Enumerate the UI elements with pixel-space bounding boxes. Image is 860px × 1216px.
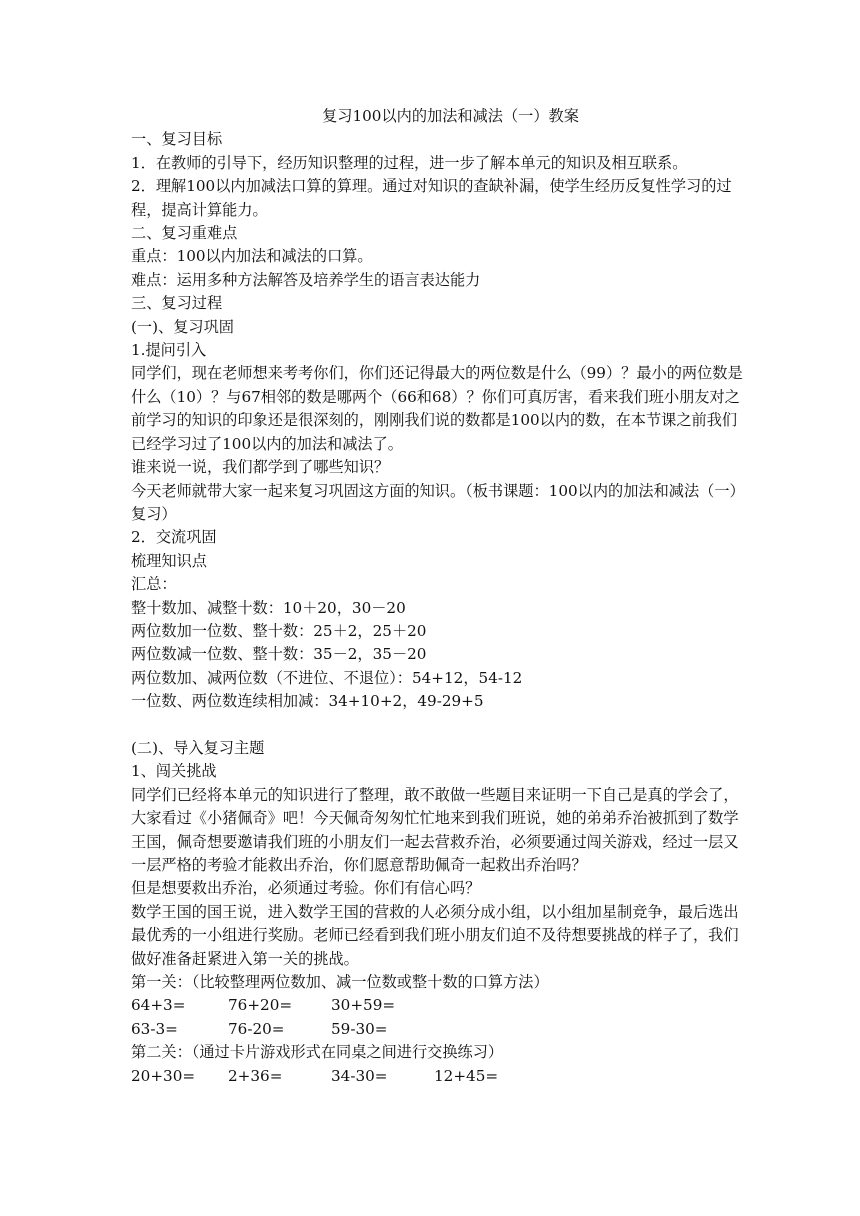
text-line: 今天老师就带大家一起来复习巩固这方面的知识。（板书课题：100以内的加法和减法（一）复习） xyxy=(131,481,745,523)
exercise: 64+3= xyxy=(131,996,186,1015)
text-line: 重点：100以内加法和减法的口算。 xyxy=(131,247,373,266)
text-line: 2．理解100以内加减法口算的算理。通过对知识的查缺补漏，使学生经历反复性学习的过程，提高计算能力。 xyxy=(131,177,732,219)
text-line: 两位数加、减两位数（不进位、不退位）：54+12，54-12 xyxy=(131,668,523,687)
level2-row xyxy=(131,1065,750,1088)
text-line: 两位数减一位数、整十数：35－2，35－20 xyxy=(131,645,427,664)
section-intro xyxy=(131,737,750,994)
exercise: 20+30= xyxy=(131,1066,196,1085)
text-line: (一)、复习巩固 xyxy=(131,317,234,336)
text-line: 2．交流巩固 xyxy=(131,528,217,547)
text-line: 一位数、两位数连续相加减：34+10+2，49-29+5 xyxy=(131,692,484,711)
blank-line xyxy=(131,714,750,737)
text-line: 谁来说一说，我们都学到了哪些知识？ xyxy=(131,458,390,477)
text-line: 第一关：（比较整理两位数加、减一位数或整十数的口算方法） xyxy=(131,973,549,992)
exercise: 63-3= xyxy=(131,1019,178,1038)
text-line: 难点：运用多种方法解答及培养学生的语言表达能力 xyxy=(131,270,481,289)
text-line: 两位数加一位数、整十数：25＋2，25＋20 xyxy=(131,621,427,640)
text-line: 数学王国的国王说，进入数学王国的营救的人必须分成小组，以小组加星制竞争，最后选出最优秀的一小组进行奖励。老师已经看到我们班小朋友们迫不及待想要挑战的样子了，我们做好准备赶紧进入第一关的挑战。 xyxy=(131,902,739,968)
text-line: 同学们已经将本单元的知识进行了整理，敢不敢做一些题目来证明一下自己是真的学会了，大家看过《小猪佩奇》吧！今天佩奇匆匆忙忙地来到我们班说，她的弟弟乔治被抓到了数学王国，佩奇想要邀请我们班的小朋友们一起去营救乔治，必须要通过闯关游戏，经过一层又一层严格的考验才能救出乔治，你们愿意帮助佩奇一起救出乔治吗？ xyxy=(131,785,739,874)
text-line: (二)、导入复习主题 xyxy=(131,738,265,757)
exercise: 59-30= xyxy=(331,1019,388,1038)
text-line: 1．在教师的引导下，经历知识整理的过程，进一步了解本单元的知识及相互联系。 xyxy=(131,153,688,172)
text-line: 汇总： xyxy=(131,575,177,594)
level1-row-1 xyxy=(131,994,750,1017)
section-review xyxy=(131,128,750,713)
level2-label: 第二关：（通过卡片游戏形式在同桌之间进行交换练习） xyxy=(131,1043,504,1062)
exercise: 30+59= xyxy=(331,996,396,1015)
text-line: 梳理知识点 xyxy=(131,551,207,570)
text-line: 整十数加、减整十数：10＋20，30－20 xyxy=(131,598,406,617)
text-line: 1.提问引入 xyxy=(131,341,207,360)
exercise: 2+36= xyxy=(228,1066,283,1085)
text-line: 二、复习重难点 xyxy=(131,224,238,243)
text-line: 三、复习过程 xyxy=(131,294,223,313)
level1-row-2 xyxy=(131,1018,750,1041)
text-line: 1、闯关挑战 xyxy=(131,762,217,781)
document-title: 复习100以内的加法和减法（一）教案 xyxy=(322,107,579,125)
exercise: 76-20= xyxy=(228,1019,285,1038)
exercise: 12+45= xyxy=(434,1066,499,1085)
exercise: 34-30= xyxy=(331,1066,388,1085)
text-line: 一、复习目标 xyxy=(131,130,223,149)
text-line: 但是想要救出乔治，必须通过考验。你们有信心吗？ xyxy=(131,879,481,898)
text-line: 同学们，现在老师想来考考你们，你们还记得最大的两位数是什么（99）？最小的两位数是什么（10）？与67相邻的数是哪两个（66和68）？你们可真厉害，看来我们班小朋友对之前学习的知识的印象还是很深刻的，刚刚我们说的数都是100以内的数，在本节课之前我们已经学习过了100以内的加法和减法了。 xyxy=(131,364,743,453)
exercise: 76+20= xyxy=(228,996,293,1015)
